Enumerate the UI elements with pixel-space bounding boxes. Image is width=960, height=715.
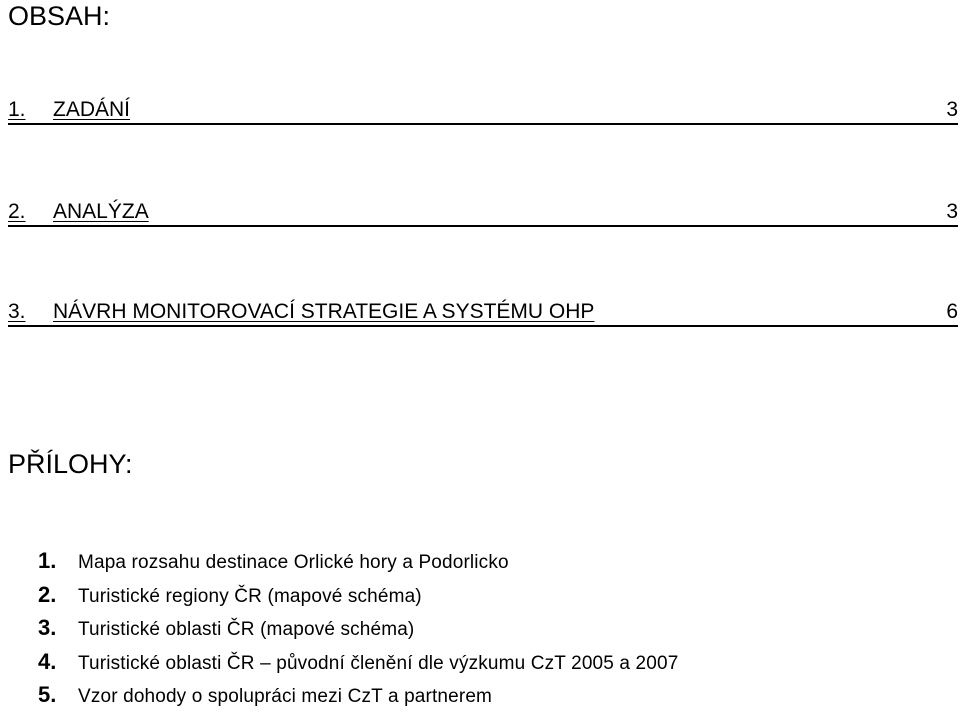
annex-item-text: Vzor dohody o spolupráci mezi CzT a partnerem bbox=[78, 686, 493, 707]
annex-item bbox=[38, 678, 678, 712]
toc-entry-analyza[interactable] bbox=[8, 197, 958, 227]
annex-item-text: Turistické regiony ČR (mapové schéma) bbox=[78, 585, 422, 607]
annex-item-number: 5. bbox=[38, 682, 57, 707]
annex-item-number: 1. bbox=[38, 548, 57, 573]
annex-item bbox=[38, 645, 678, 679]
toc-entry-number: 1. bbox=[8, 98, 26, 121]
toc-entry-page: 6 bbox=[946, 300, 958, 323]
annex-item-text: Turistické oblasti ČR – původní členění dle výzkumu CzT 2005 a 2007 bbox=[78, 652, 679, 674]
toc-entry-page: 3 bbox=[946, 98, 958, 121]
toc-heading: OBSAH: bbox=[8, 1, 111, 31]
annex-item-text: Mapa rozsahu destinace Orlické hory a Podorlicko bbox=[78, 552, 509, 573]
annex-item-number: 3. bbox=[38, 615, 57, 640]
annex-list bbox=[38, 544, 678, 712]
annex-item-number: 2. bbox=[38, 581, 57, 607]
toc-entry-title: NÁVRH MONITOROVACÍ STRATEGIE A SYSTÉMU OHP bbox=[53, 300, 595, 323]
toc-entry-number: 2. bbox=[8, 200, 26, 223]
toc-entry-number: 3. bbox=[8, 300, 26, 323]
toc-entry-navrh[interactable] bbox=[8, 297, 958, 327]
annex-item bbox=[38, 544, 678, 578]
annex-item bbox=[38, 578, 678, 612]
annex-item-number: 4. bbox=[38, 648, 57, 674]
annex-item bbox=[38, 611, 678, 645]
toc-entry-page: 3 bbox=[946, 200, 958, 223]
annex-heading: PŘÍLOHY: bbox=[8, 449, 133, 479]
toc-entry-title: ANALÝZA bbox=[53, 200, 149, 223]
annex-item-text: Turistické oblasti ČR (mapové schéma) bbox=[78, 619, 415, 640]
toc-entry-title: ZADÁNÍ bbox=[53, 98, 131, 121]
toc-entry-zadani[interactable] bbox=[8, 95, 958, 125]
